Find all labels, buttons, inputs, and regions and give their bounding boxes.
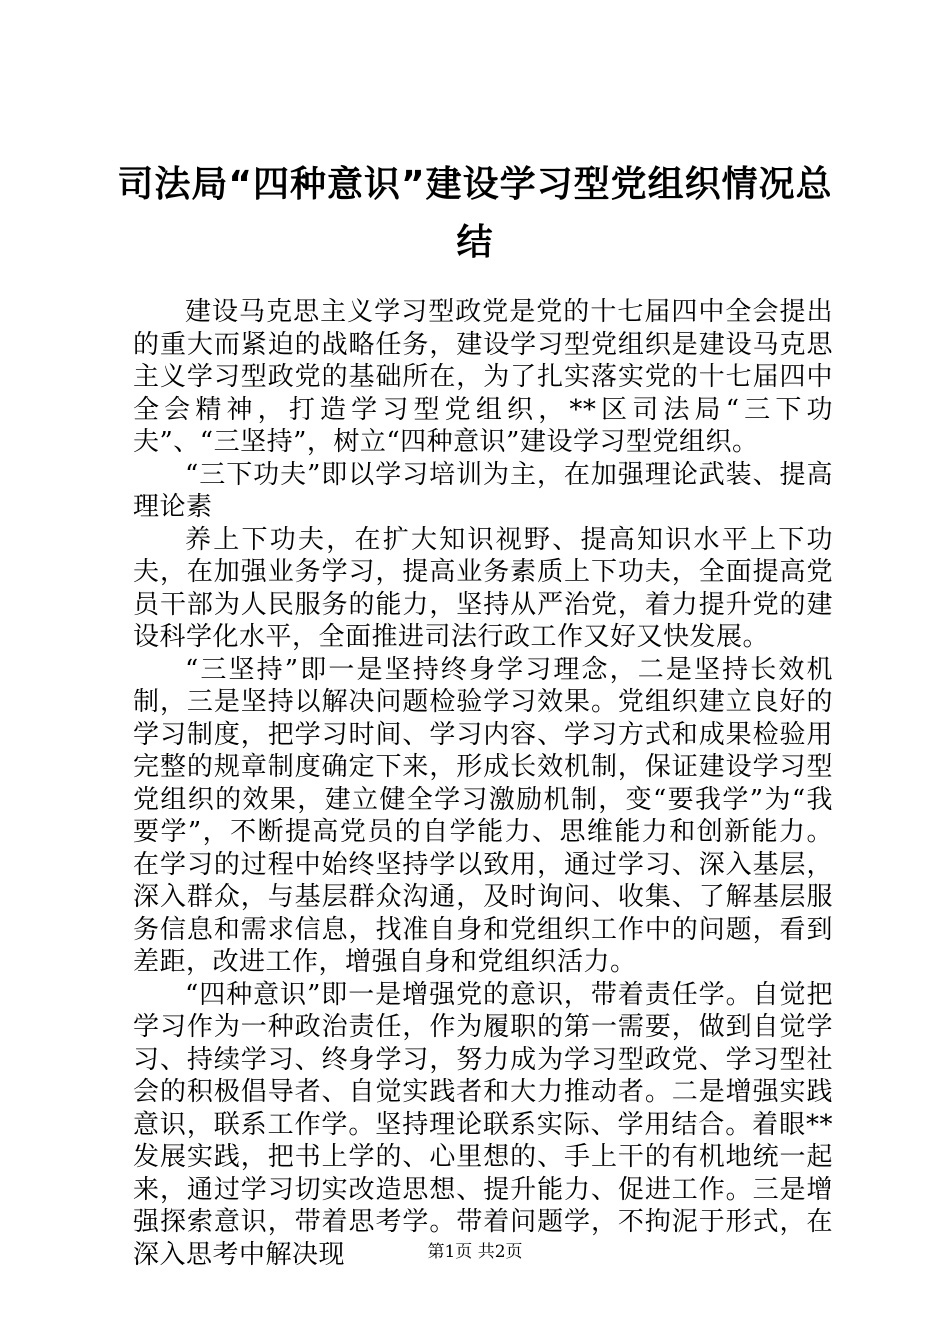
paragraph-intro: 建设马克思主义学习型政党是党的十七届四中全会提出的重大而紧迫的战略任务，建设学习型党组织是建设马克思主义学习型政党的基础所在，为了扎实落实党的十七届四中全会精神，打造学习型党组织，**区司法局“三下功夫”、“三坚持”，树立“四种意识”建设学习型党组织。: [133, 297, 833, 457]
page-number: 第1页 共2页: [427, 1242, 523, 1262]
document-body: [133, 296, 833, 1271]
paragraph-three-persistences: “三坚持”即一是坚持终身学习理念，二是坚持长效机制，三是坚持以解决问题检验学习效果。党组织建立良好的学习制度，把学习时间、学习内容、学习方式和成果检验用完整的规章制度确定下来，形成长效机制，保证建设学习型党组织的效果，建立健全学习激励机制，变“要我学”为“我要学”，不断提高党员的自学能力、思维能力和创新能力。在学习的过程中始终坚持学以致用，通过学习、深入基层，深入群众，与基层群众沟通，及时询问、收集、了解基层服务信息和需求信息，找准自身和党组织工作中的问题，看到差距，改进工作，增强自身和党组织活力。: [133, 654, 833, 977]
paragraph-three-efforts-continued: 养上下功夫，在扩大知识视野、提高知识水平上下功夫，在加强业务学习，提高业务素质上下功夫，全面提高党员干部为人民服务的能力，坚持从严治党，着力提升党的建设科学化水平，全面推进司法行政工作又好又快发展。: [133, 524, 833, 652]
document-title: 司法局“四种意识”建设学习型党组织情况总结: [117, 164, 833, 263]
paragraph-four-awareness: “四种意识”即一是增强党的意识，带着责任学。自觉把学习作为一种政治责任，作为履职的第一需要，做到自觉学习、持续学习、终身学习，努力成为学习型政党、学习型社会的积极倡导者、自觉实践者和大力推动者。二是增强实践意识，联系工作学。坚持理论联系实际、学用结合。着眼**发展实践，把书上学的、心里想的、手上干的有机地统一起来，通过学习切实改造思想、提升能力、促进工作。三是增强探索意识，带着思考学。带着问题学，不拘泥于形式，在深入思考中解决现: [133, 979, 833, 1270]
paragraph-three-efforts: “三下功夫”即以学习培训为主，在加强理论武装、提高理论素: [133, 459, 833, 522]
